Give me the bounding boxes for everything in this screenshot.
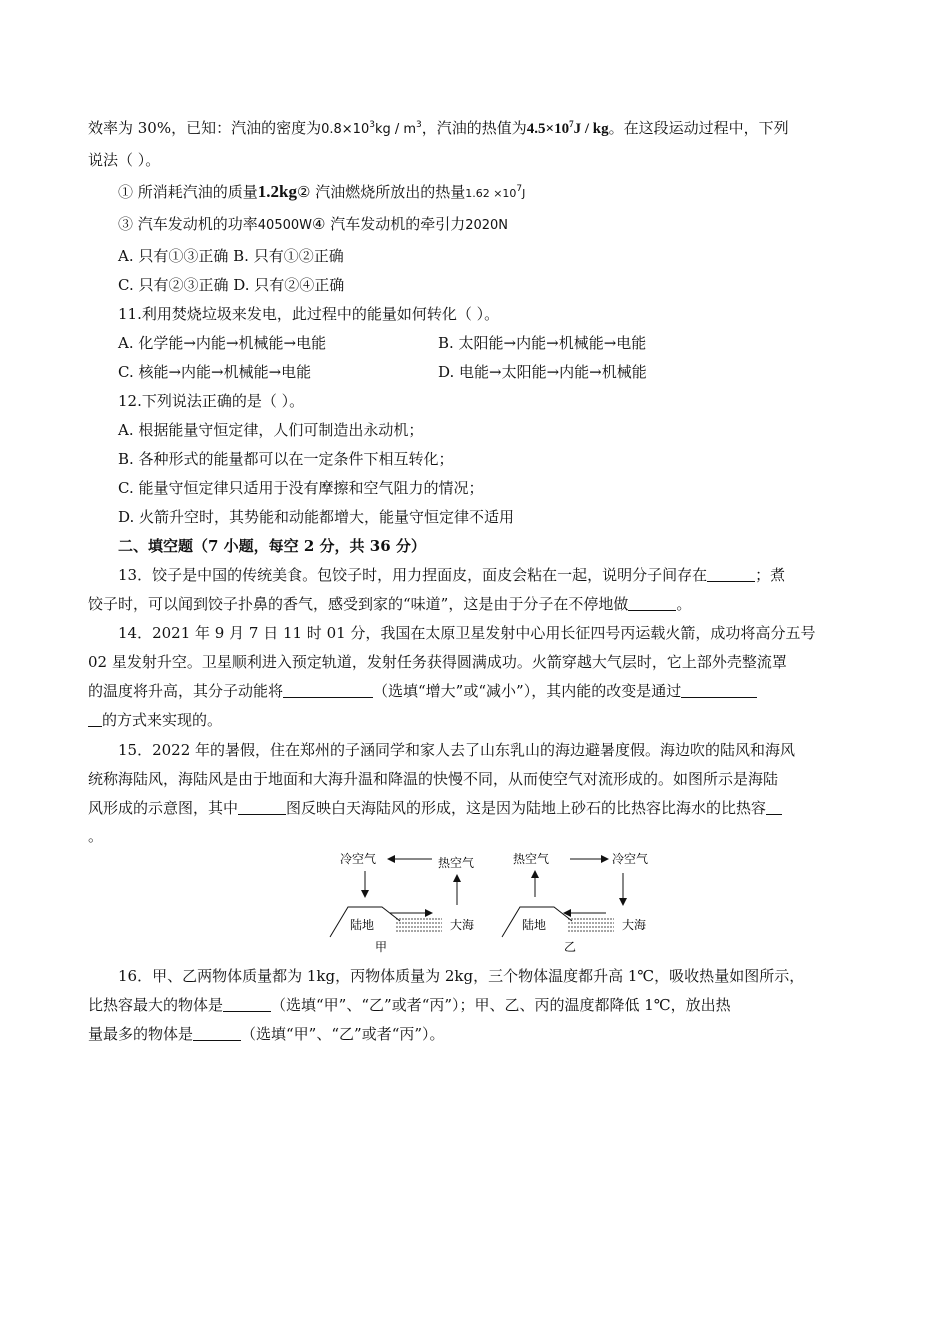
- q10-statements-1-2: ① 所消耗汽油的质量1.2kg② 汽油燃烧所放出的热量$1.62 \times 10^7J$: [118, 182, 526, 201]
- s1-value: 1.2kg: [257, 182, 297, 201]
- q11-options-cd: [118, 362, 918, 382]
- q10-statements-3-4: ③ 汽车发动机的功率40500W④ 汽车发动机的牵引力2020N: [118, 215, 509, 233]
- q12-option-c: C. 能量守恒定律只适用于没有摩擦和空气阻力的情况；: [118, 479, 484, 497]
- q11-options-ab: [118, 333, 918, 353]
- s4-value: 2020N: [465, 218, 509, 233]
- q14-blank-2-cont[interactable]: [88, 712, 102, 727]
- q13-line1: 13．饺子是中国的传统美食。包饺子时，用力捏面皮，面皮会粘在一起，说明分子间存在 ；煮: [118, 566, 786, 584]
- q12-stem: 12.下列说法正确的是（ ）。: [118, 392, 305, 410]
- s3-value: 40500W: [257, 218, 312, 233]
- jia-caption: 甲: [375, 940, 388, 954]
- q13-line2: 饺子时，可以闻到饺子扑鼻的香气，感受到家的“味道”，这是由于分子在不停地做 。: [88, 595, 692, 613]
- q10-option-cd: C. 只有②③正确 D. 只有②④正确: [118, 276, 345, 294]
- q12-option-b: B. 各种形式的能量都可以在一定条件下相互转化；: [118, 450, 454, 468]
- diagram-jia: [330, 851, 474, 954]
- jia-sea-label: 大海: [450, 918, 475, 932]
- q15-line4: 。: [88, 827, 104, 845]
- q11-stem: 11.利用焚烧垃圾来发电，此过程中的能量如何转化（ ）。: [118, 305, 500, 323]
- q14-line4: 的方式来实现的。: [88, 710, 222, 730]
- q12-option-d: D. 火箭升空时，其势能和动能都增大，能量守恒定律不适用: [118, 508, 515, 526]
- yi-sea-waves: [568, 919, 614, 931]
- q15-line2: 统称海陆风，海陆风是由于地面和大海升温和降温的快慢不同，从而使空气对流形成的。如图所示是海陆: [88, 770, 779, 788]
- q16-blank-1[interactable]: [223, 997, 271, 1012]
- q15-blank-1[interactable]: [238, 800, 286, 815]
- density-value: $0.8\times 10^3kg / m^3$: [321, 120, 422, 137]
- q11-option-a: A. 化学能→内能→机械能→电能: [118, 334, 327, 352]
- q13-blank-2[interactable]: [628, 596, 676, 611]
- yi-cold-air-label: 冷空气: [612, 852, 649, 866]
- jia-sea-waves: [396, 919, 442, 931]
- yi-sea-label: 大海: [622, 918, 647, 932]
- q15-line3: 风形成的示意图，其中 图反映白天海陆风的形成，这是因为陆地上砂石的比热容比海水的比热容: [88, 798, 782, 818]
- s2-value: $1.62 \times 10^7J$: [465, 184, 526, 200]
- yi-land-label: 陆地: [522, 918, 547, 932]
- jia-cold-air-label: 冷空气: [340, 852, 377, 866]
- q16-line2: 比热容最大的物体是 （选填“甲”、“乙”或者“丙”）；甲、乙、丙的温度都降低 1℃，放出热: [88, 996, 731, 1014]
- q14-blank-2[interactable]: [681, 683, 757, 698]
- q10-line1: 效率为 30%，已知：汽油的密度为$0.8\times 10^3kg / m^3$，汽油的热值为$4.5\times 10^7J$ / kg。在这段运动过程中，下列: [88, 119, 789, 137]
- section-title: 二、填空题（7 小题，每空 2 分，共 36 分）: [118, 537, 426, 555]
- q16-blank-2[interactable]: [193, 1026, 241, 1041]
- yi-hot-air-label: 热空气: [513, 852, 550, 866]
- q14-line2: 02 星发射升空。卫星顺利进入预定轨道，发射任务获得圆满成功。火箭穿越大气层时，它上部外壳整流罩: [88, 653, 787, 671]
- sea-land-breeze-figure: [320, 845, 670, 957]
- jia-land-label: 陆地: [350, 918, 375, 932]
- q14-blank-1[interactable]: [283, 683, 373, 698]
- q10-option-ab: A. 只有①③正确 B. 只有①②正确: [118, 247, 344, 265]
- q14-line3: 的温度将升高，其分子动能将 （选填“增大”或“减小”），其内能的改变是通过: [88, 681, 757, 701]
- q15-line1: 15．2022 年的暑假，住在郑州的子涵同学和家人去了山东乳山的海边避暑度假。海边吹的陆风和海风: [118, 741, 796, 759]
- jia-hot-air-label: 热空气: [438, 856, 475, 870]
- q11-option-b: B. 太阳能→内能→机械能→电能: [438, 334, 647, 352]
- yi-caption: 乙: [564, 940, 577, 954]
- q15-blank-2[interactable]: [766, 800, 782, 815]
- q11-option-d: D. 电能→太阳能→内能→机械能: [438, 363, 647, 381]
- q11-option-c: C. 核能→内能→机械能→电能: [118, 363, 312, 381]
- q12-option-a: A. 根据能量守恒定律，人们可制造出永动机；: [118, 421, 424, 439]
- q13-blank-1[interactable]: [707, 567, 755, 582]
- q10-line2: 说法（ ）。: [88, 151, 161, 169]
- q16-line3: 量最多的物体是 （选填“甲”、“乙”或者“丙”）。: [88, 1025, 445, 1043]
- q16-line1: 16．甲、乙两物体质量都为 1kg，丙物体质量为 2kg，三个物体温度都升高 1℃，吸收热量如图所示，: [118, 967, 805, 985]
- diagram-yi: [502, 851, 648, 954]
- q14-line1: 14．2021 年 9 月 7 日 11 时 01 分，我国在太原卫星发射中心用长征四号丙运载火箭，成功将高分五号: [118, 624, 816, 642]
- heat-value: $4.5\times 10^7J$ / kg: [526, 119, 609, 137]
